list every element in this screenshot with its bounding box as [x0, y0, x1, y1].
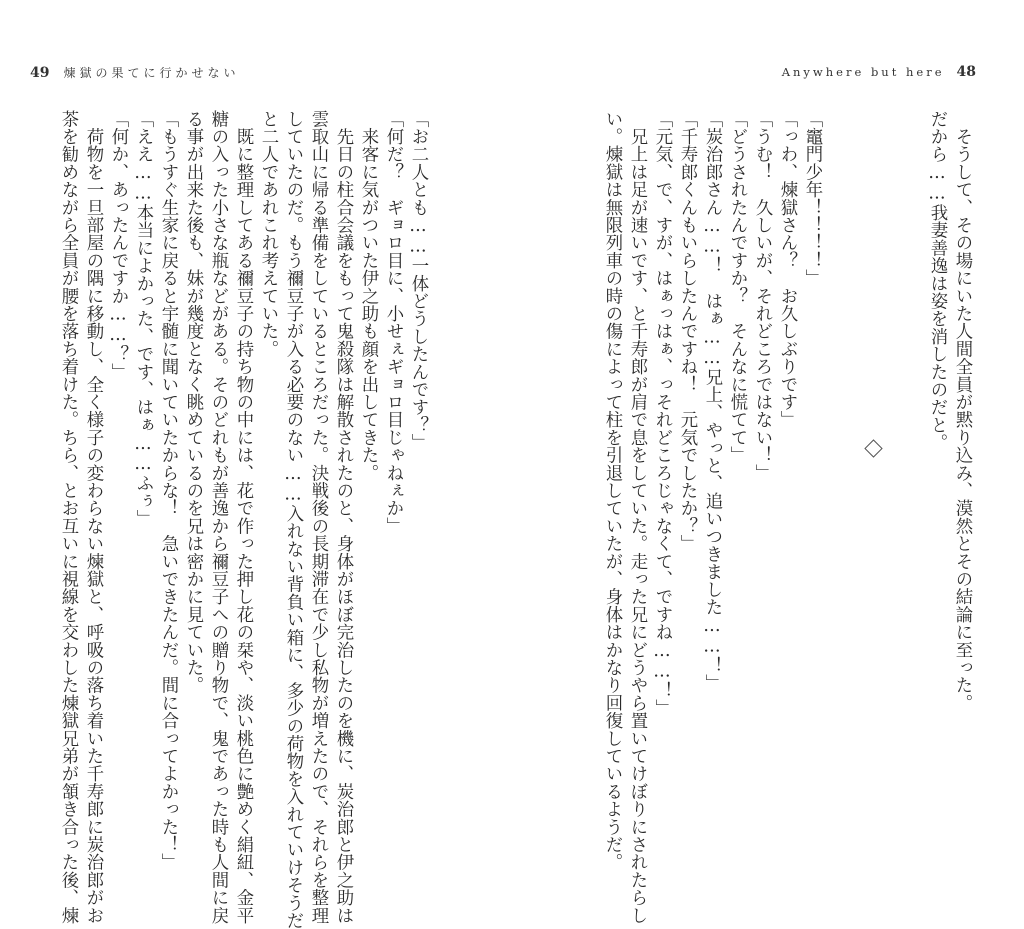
text-column: 荷物を一旦部屋の隅に移動し、全く様子の変わらない煉獄と、呼吸の落ち着いた千寿郎に炭治郎がお	[83, 110, 103, 925]
running-title-left: 煉獄の果てに行かせない	[63, 66, 240, 80]
text-column: 「もうすぐ生家に戻ると宇髄に聞いていたからな！ 急いできたんだ。間に合ってよかった！」	[158, 110, 178, 872]
text-column: い。煉獄は無限列車の時の傷によって柱を引退していたが、身体はかなり回復しているようだ。	[602, 110, 622, 872]
text-column: と二人であれこれ考えていた。	[258, 110, 278, 358]
text-column: 「何だ？ ギョロ目に、小せぇギョロ目じゃねぇか」	[383, 110, 403, 535]
text-column: る事が出来た後も、妹が幾度となく眺めているのを兄は密かに見ていた。	[183, 110, 203, 695]
text-column: 「どうされたんですか？ そんなに慌てて」	[727, 110, 747, 464]
text-column: だから……我妻善逸は姿を消したのだと。	[927, 110, 947, 452]
text-column: 雲取山に帰る準備をしているところだった。決戦後の長期滞在で少し私物が増えたので、それらを整理	[308, 110, 328, 925]
page-number-left: 49	[30, 65, 50, 81]
text-column: 「炭治郎さん……！ はぁ……兄上、やっと、追いつきました……！」	[702, 110, 722, 692]
text-column: していたのだ。もう禰豆子が入る必要のない……入れない背負い箱に、多少の荷物を入れていけそうだ	[283, 110, 303, 929]
text-column: 「ええ……本当によかった、です、はぁ……ふぅ」	[133, 110, 153, 528]
text-column: 糖の入った小さな瓶などがある。そのどれもが善逸から禰豆子への贈り物で、鬼であった時も人間に戻	[208, 110, 228, 925]
right-page	[512, 0, 1024, 925]
page-number-right: 48	[956, 64, 976, 80]
text-column: 先日の柱合会議をもって鬼殺隊は解散されたのと、身体がほぼ完治したのを機に、炭治郎と伊之助は	[333, 110, 353, 925]
text-column: 茶を勧めながら全員が腰を落ち着けた。ちら、とお互いに視線を交わした煉獄兄弟が頷き合った後、煉	[58, 110, 78, 925]
text-column: 兄上は足が速いです、と千寿郎が肩で息をしていた。走った兄にどうやら置いてけぼりにされたらし	[627, 110, 647, 925]
text-column: 「お二人とも……一体どうしたんです？」	[408, 110, 428, 452]
text-column: そうして、その場にいた人間全員が黙り込み、漠然とその結論に至った。	[952, 110, 972, 712]
text-column: 「何か、あったんですか……？」	[108, 110, 128, 381]
text-column: 「千寿郎くんもいらしたんですね！ 元気でしたか？」	[677, 110, 697, 553]
text-column: 既に整理してある禰豆子の持ち物の中には、花で作った押し花の栞や、淡い桃色に艶めく絹紐、金平	[233, 110, 253, 925]
text-column: 「っわ、煉獄さん？ お久しぶりです」	[777, 110, 797, 429]
text-column: 来客に気がついた伊之助も顔を出してきた。	[358, 110, 378, 482]
text-column: 「竈門少年！！！！」	[802, 110, 822, 287]
running-title-right: Anywhere but here	[781, 65, 945, 79]
right-page-header	[782, 64, 976, 80]
diamond-icon	[864, 439, 882, 457]
text-column: 「元気、で、すが、はぁっはぁ、っそれどころじゃなくて、ですね……！」	[652, 110, 672, 717]
left-page-header	[30, 64, 240, 81]
text-column: 「うむ！ 久しいが、それどころではない！」	[752, 110, 772, 482]
